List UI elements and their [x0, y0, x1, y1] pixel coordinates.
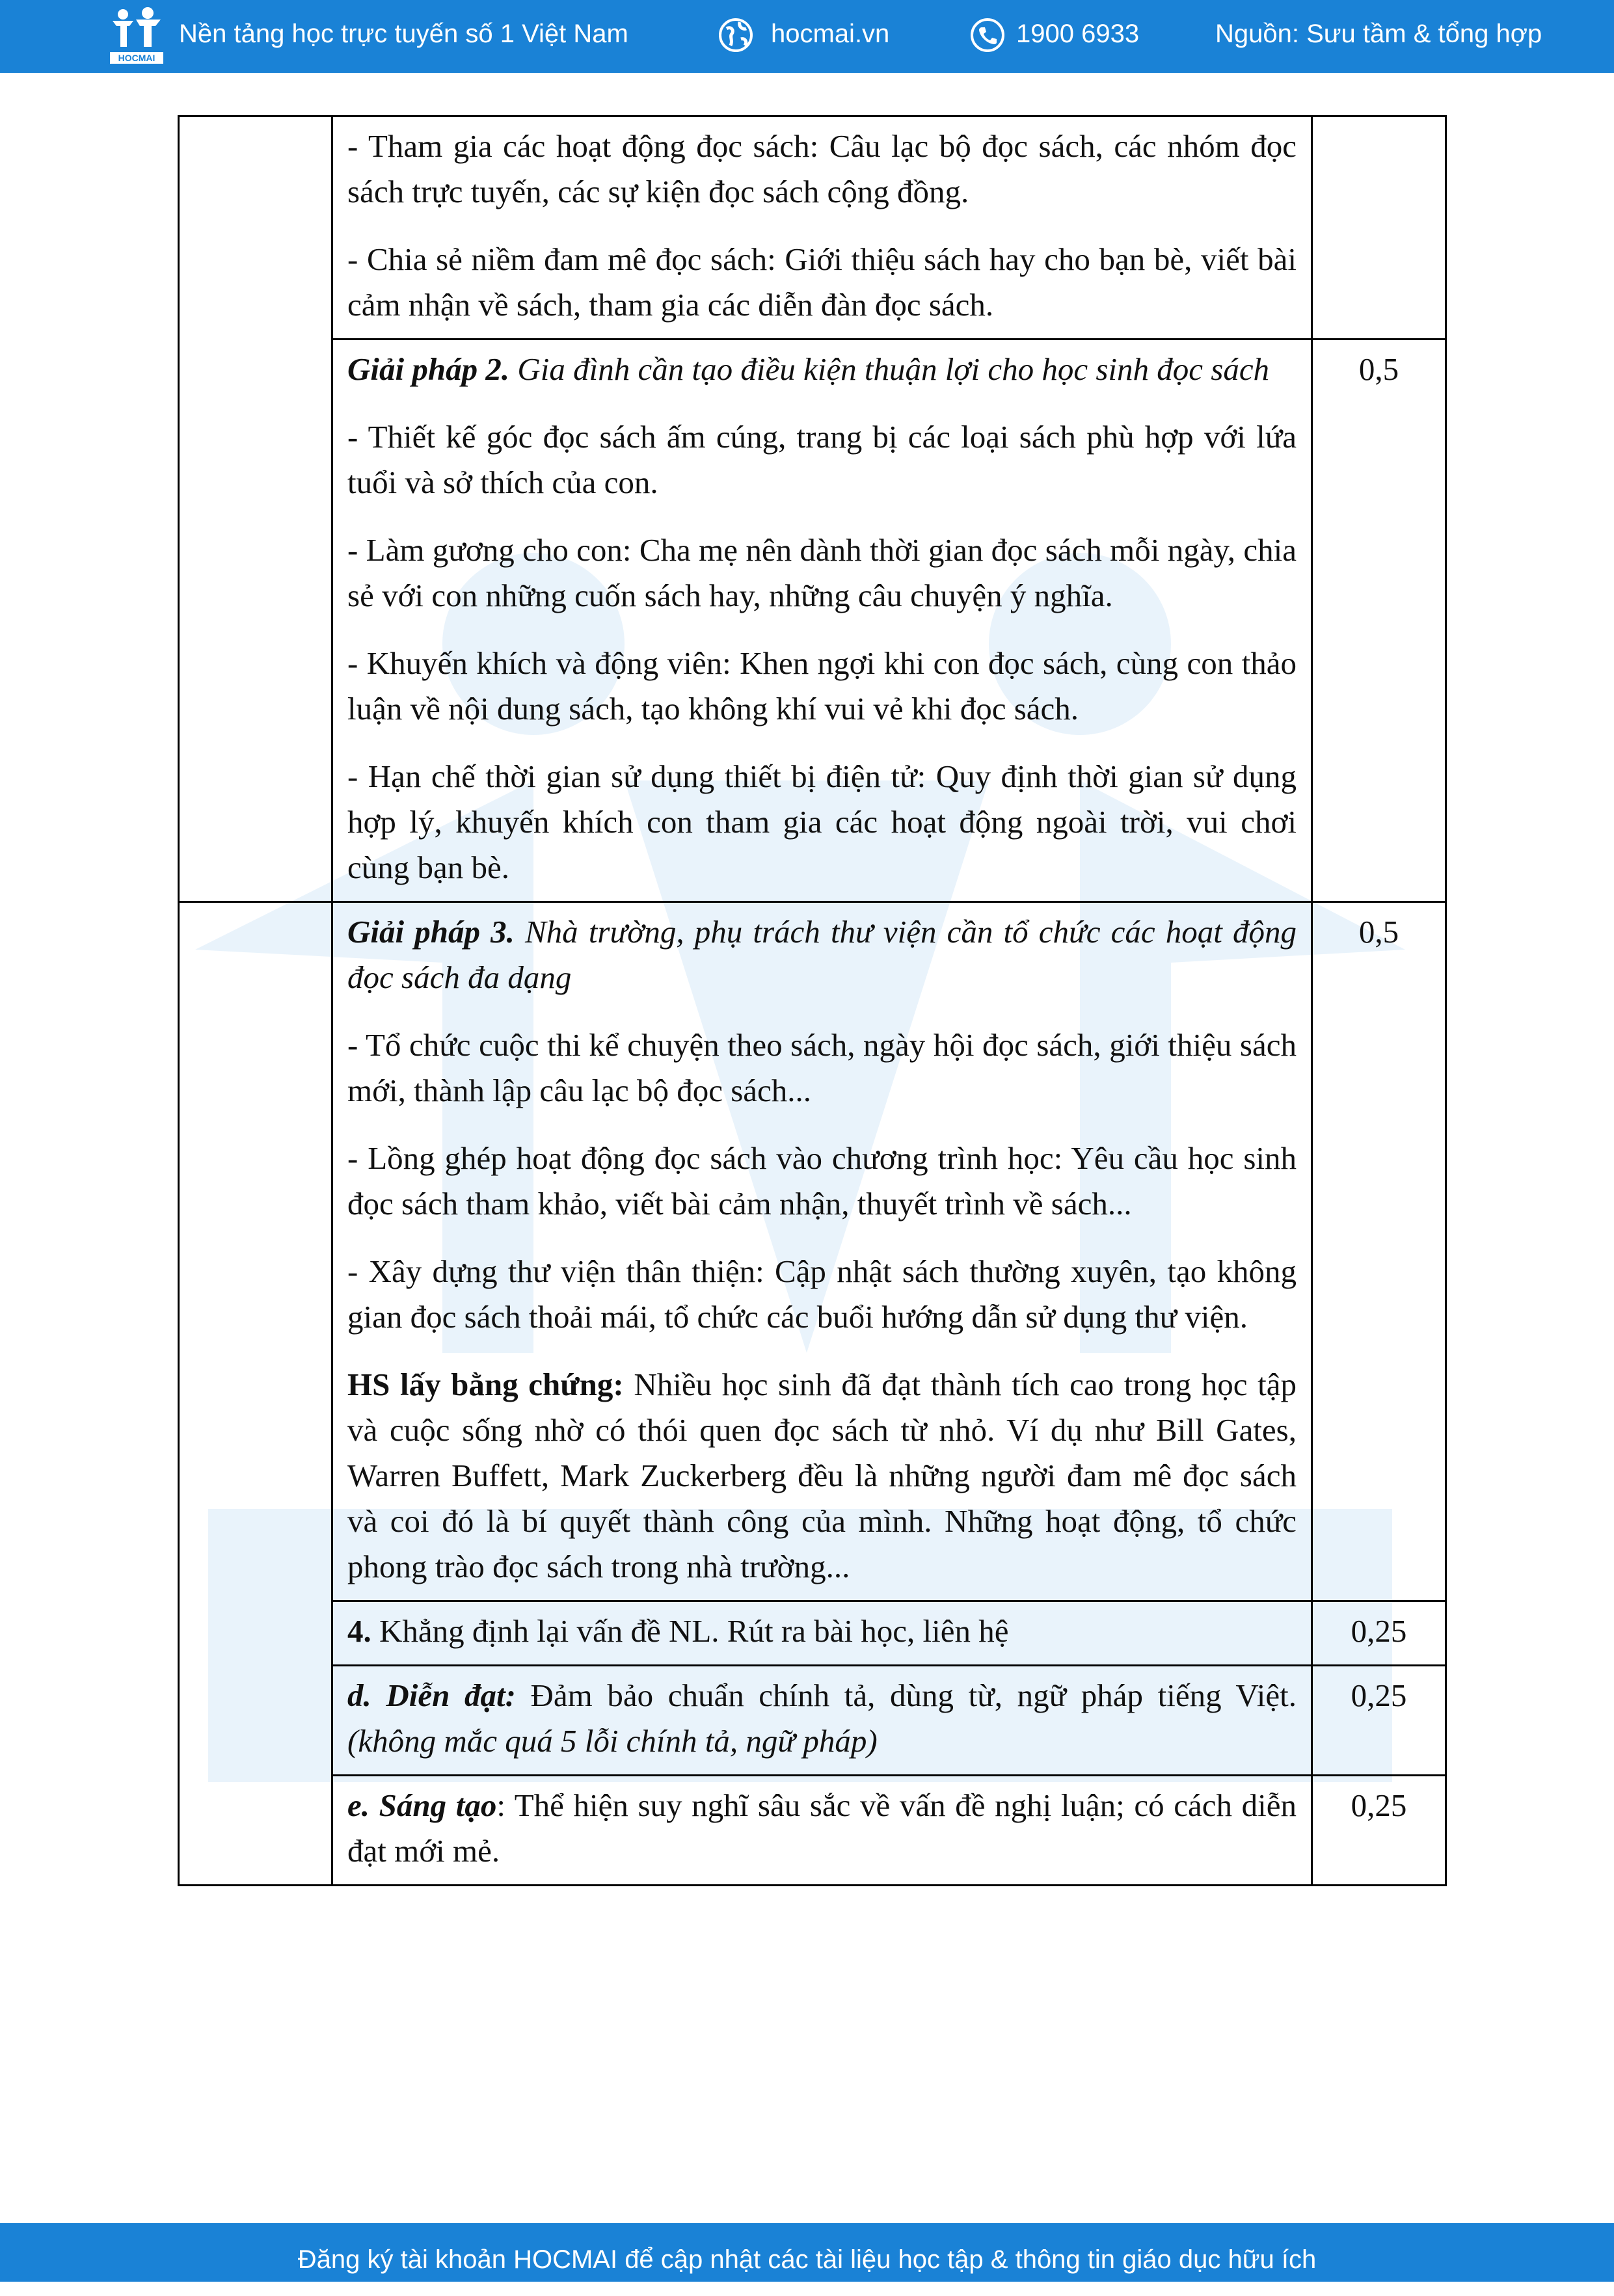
content-cell	[332, 1666, 1312, 1776]
criterion-paragraph	[347, 1673, 1297, 1764]
criterion-text: Khẳng định lại vấn đề NL. Rút ra bài học, liên hệ	[371, 1613, 1009, 1649]
grading-table	[178, 115, 1447, 1886]
criterion-paragraph	[347, 1783, 1297, 1874]
header-hotline[interactable]: 1900 6933	[1016, 20, 1140, 48]
content-paragraph: - Lồng ghép hoạt động đọc sách vào chương trình học: Yêu cầu học sinh đọc sách tham khảo, viết bài cảm nhận, thuyết trình về sách...	[347, 1140, 1297, 1221]
table-row	[179, 340, 1446, 902]
score-cell: 0,5	[1312, 902, 1446, 1601]
criterion-label: 4.	[347, 1613, 371, 1649]
criterion-text: Đảm bảo chuẩn chính tả, dùng từ, ngữ pháp tiếng Việt.	[515, 1677, 1297, 1713]
svg-text:HOCMAI: HOCMAI	[118, 53, 155, 63]
header-bar	[0, 0, 1614, 73]
table-row	[179, 1666, 1446, 1776]
content-paragraph: - Làm gương cho con: Cha mẹ nên dành thời gian đọc sách mỗi ngày, chia sẻ với con những cuốn sách hay, những câu chuyện ý nghĩa.	[347, 532, 1297, 613]
footer-bar	[0, 2223, 1614, 2282]
score-cell: 0,25	[1312, 1666, 1446, 1776]
content-paragraph: - Khuyến khích và động viên: Khen ngợi khi con đọc sách, cùng con thảo luận về nội dung sách, tạo không khí vui vẻ khi đọc sách.	[347, 645, 1297, 727]
content-cell	[332, 116, 1312, 340]
solution-heading	[347, 909, 1297, 1000]
content-cell	[332, 1601, 1312, 1666]
table-row	[179, 1776, 1446, 1886]
content-paragraph: - Thiết kế góc đọc sách ấm cúng, trang bị các loại sách phù hợp với lứa tuổi và sở thích của con.	[347, 419, 1297, 500]
content-paragraph: - Tổ chức cuộc thi kể chuyện theo sách, ngày hội đọc sách, giới thiệu sách mới, thành lập câu lạc bộ đọc sách...	[347, 1027, 1297, 1108]
table-row	[179, 1601, 1446, 1666]
hocmai-logo	[107, 7, 166, 66]
content-cell	[332, 902, 1312, 1601]
score-cell	[1312, 116, 1446, 340]
phone-icon	[969, 17, 1006, 53]
solution-heading	[347, 347, 1297, 392]
criterion-label: e. Sáng tạo	[347, 1787, 497, 1823]
solution-label: Giải pháp 2.	[347, 351, 510, 387]
footer-register-link[interactable]: Đăng ký tài khoản HOCMAI để cập nhật các tài liệu học tập & thông tin giáo dục hữu ích	[297, 2245, 1317, 2274]
solution-label: Giải pháp 3.	[347, 914, 515, 950]
score-cell: 0,25	[1312, 1776, 1446, 1886]
content-paragraph: - Xây dựng thư viện thân thiện: Cập nhật sách thường xuyên, tạo không gian đọc sách thoải mái, tổ chức các buổi hướng dẫn sử dụng thư viện.	[347, 1253, 1297, 1335]
left-merged-cell	[179, 902, 332, 1886]
content-paragraph: - Chia sẻ niềm đam mê đọc sách: Giới thiệu sách hay cho bạn bè, viết bài cảm nhận về sách, tham gia các diễn đàn đọc sách.	[347, 241, 1297, 323]
content-paragraph: - Tham gia các hoạt động đọc sách: Câu lạc bộ đọc sách, các nhóm đọc sách trực tuyến, các sự kiện đọc sách cộng đồng.	[347, 128, 1297, 209]
criterion-text: : Thể hiện suy nghĩ sâu sắc về vấn đề nghị luận; có cách diễn đạt mới mẻ.	[347, 1787, 1297, 1869]
score-cell: 0,5	[1312, 340, 1446, 902]
header-website-link[interactable]: hocmai.vn	[771, 20, 890, 48]
criterion-paragraph	[347, 1609, 1297, 1654]
content-cell	[332, 1776, 1312, 1886]
globe-icon	[718, 17, 754, 53]
content-paragraph: - Hạn chế thời gian sử dụng thiết bị điện tử: Quy định thời gian sử dụng hợp lý, khuyến khích con tham gia các hoạt động ngoài trời, vui chơi cùng bạn bè.	[347, 758, 1297, 885]
solution-title: Nhà trường, phụ trách thư viện cần tổ chức các hoạt động đọc sách đa dạng	[347, 914, 1297, 995]
content-cell	[332, 340, 1312, 902]
evidence-paragraph	[347, 1362, 1297, 1590]
score-cell: 0,25	[1312, 1601, 1446, 1666]
criterion-note: (không mắc quá 5 lỗi chính tả, ngữ pháp)	[347, 1723, 878, 1759]
table-row	[179, 116, 1446, 340]
table-row	[179, 902, 1446, 1601]
evidence-label: HS lấy bằng chứng:	[347, 1367, 624, 1402]
evidence-text: Nhiều học sinh đã đạt thành tích cao trong học tập và cuộc sống nhờ có thói quen đọc sách từ nhỏ. Ví dụ như Bill Gates, Warren Buffett, Mark Zuckerberg đều là những người đam mê đọc sách và coi đó là bí quyết thành công của mình. Những hoạt động, tổ chức phong trào đọc sách trong nhà trường...	[347, 1367, 1297, 1584]
solution-title: Gia đình cần tạo điều kiện thuận lợi cho học sinh đọc sách	[509, 351, 1270, 387]
header-slogan: Nền tảng học trực tuyến số 1 Việt Nam	[179, 20, 628, 48]
criterion-label: d. Diễn đạt:	[347, 1677, 516, 1713]
header-source: Nguồn: Sưu tầm & tổng hợp	[1215, 20, 1542, 48]
left-merged-cell	[179, 116, 332, 902]
